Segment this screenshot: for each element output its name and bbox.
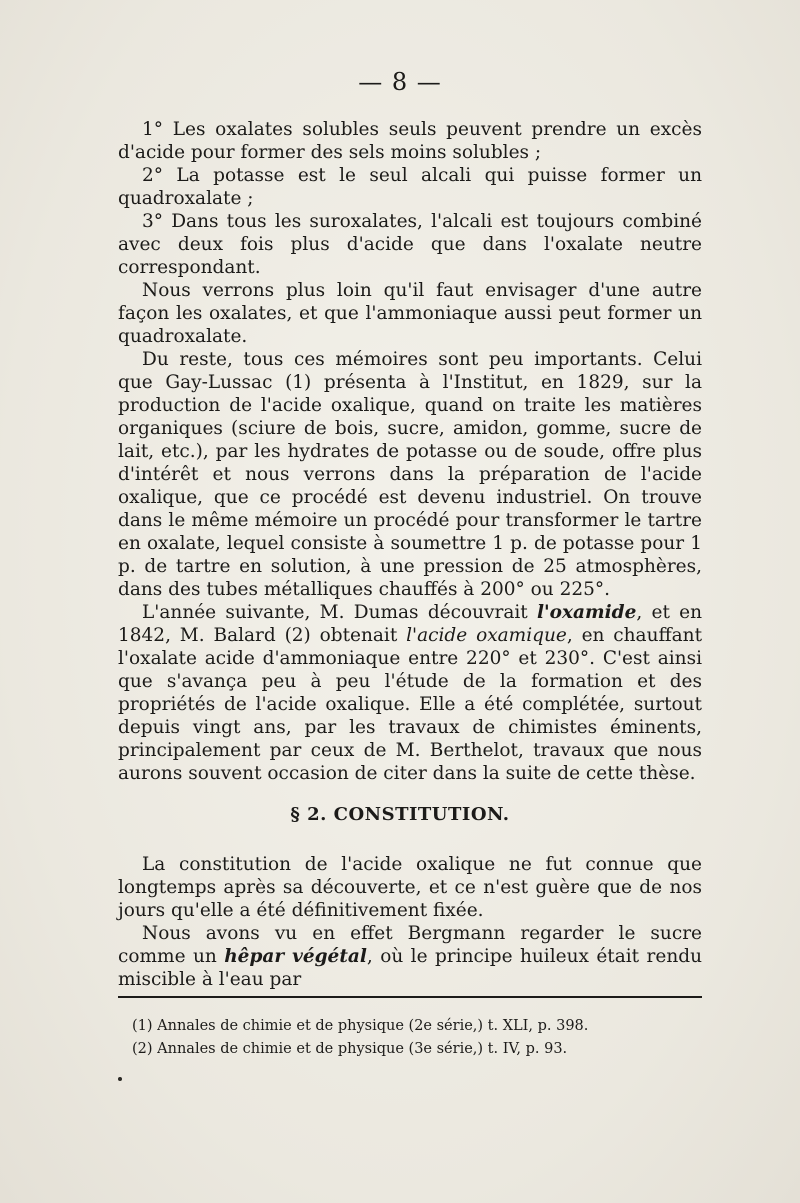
dumas-text-3: , en chauffant l'oxalate acide d'ammoniaque entre 220° et 230°. C'est ainsi que s'avança peu à peu l'étude de la formation et des propriétés de l'acide oxalique. Elle a été complétée, surtout depuis vingt ans, par les travaux de chimistes éminents, principalement par ceux de M. Berthelot, travaux que nous aurons souvent occasion de citer dans la suite de cette thèse. [118,625,703,784]
ink-dot [118,1077,122,1081]
footnote-1: (1) Annales de chimie et de physique (2e série,) t. XLI, p. 398. [132,1018,589,1034]
paragraph-constitution: La constitution de l'acide oxalique ne fut connue que longtemps après sa découverte, et ce n'est guère que de nos jours qu'elle a été définitivement fixée. [118,854,702,921]
paragraph-oxalates: Nous verrons plus loin qu'il faut envisager d'une autre façon les oxalates, et que l'ammoniaque aussi peut former un quadroxalate. [118,280,702,347]
dumas-text-2: , et en 1842, M. Balard (2) obtenait [118,602,703,646]
bergmann-text-2: , où le principe huileux était rendu miscible à l'eau par [118,946,703,990]
paragraph-point-3: 3° Dans tous les suroxalates, l'alcali est toujours combiné avec deux fois plus d'acide que dans l'oxalate neutre correspondant. [118,211,702,278]
paragraph-point-2: 2° La potasse est le seul alcali qui puisse former un quadroxalate ; [118,165,702,209]
bergmann-text-1: Nous avons vu en effet Bergmann regarder le sucre comme un [118,923,702,967]
paragraph-bergmann [118,922,702,991]
oxamide-term: l'oxamide [536,602,637,623]
acide-oxamique-term: l'acide oxamique [406,625,567,646]
footnote-2: (2) Annales de chimie et de physique (3e série,) t. IV, p. 93. [132,1041,568,1057]
paragraph-point-1: 1° Les oxalates solubles seuls peuvent prendre un excès d'acide pour former des sels moins solubles ; [118,119,702,163]
footnote-rule [118,996,702,998]
main-text-bottom [118,853,702,991]
paragraph-dumas [118,601,702,785]
dumas-text-1: L'année suivante, M. Dumas découvrait [142,602,537,623]
paragraph-gay-lussac: Du reste, tous ces mémoires sont peu importants. Celui que Gay-Lussac (1) présenta à l'Institut, en 1829, sur la production de l'acide oxalique, quand on traite les matières organiques (sciure de bois, sucre, amidon, gomme, sucre de lait, etc.), par les hydrates de potasse ou de soude, offre plus d'intérêt et nous verrons dans la préparation de l'acide oxalique, que ce procédé est devenu industriel. On trouve dans le même mémoire un procédé pour transformer le tartre en oxalate, lequel consiste à soumettre 1 p. de potasse pour 1 p. de tartre en solution, à une pression de 25 atmosphères, dans des tubes métalliques chauffés à 200° ou 225°. [118,349,702,600]
footnotes [132,1015,692,1061]
main-text-top [118,118,702,785]
section-heading: § 2. CONSTITUTION. [290,804,510,825]
hepar-vegetal-term: hêpar végétal [224,946,367,967]
page-number: — 8 — [358,68,442,96]
